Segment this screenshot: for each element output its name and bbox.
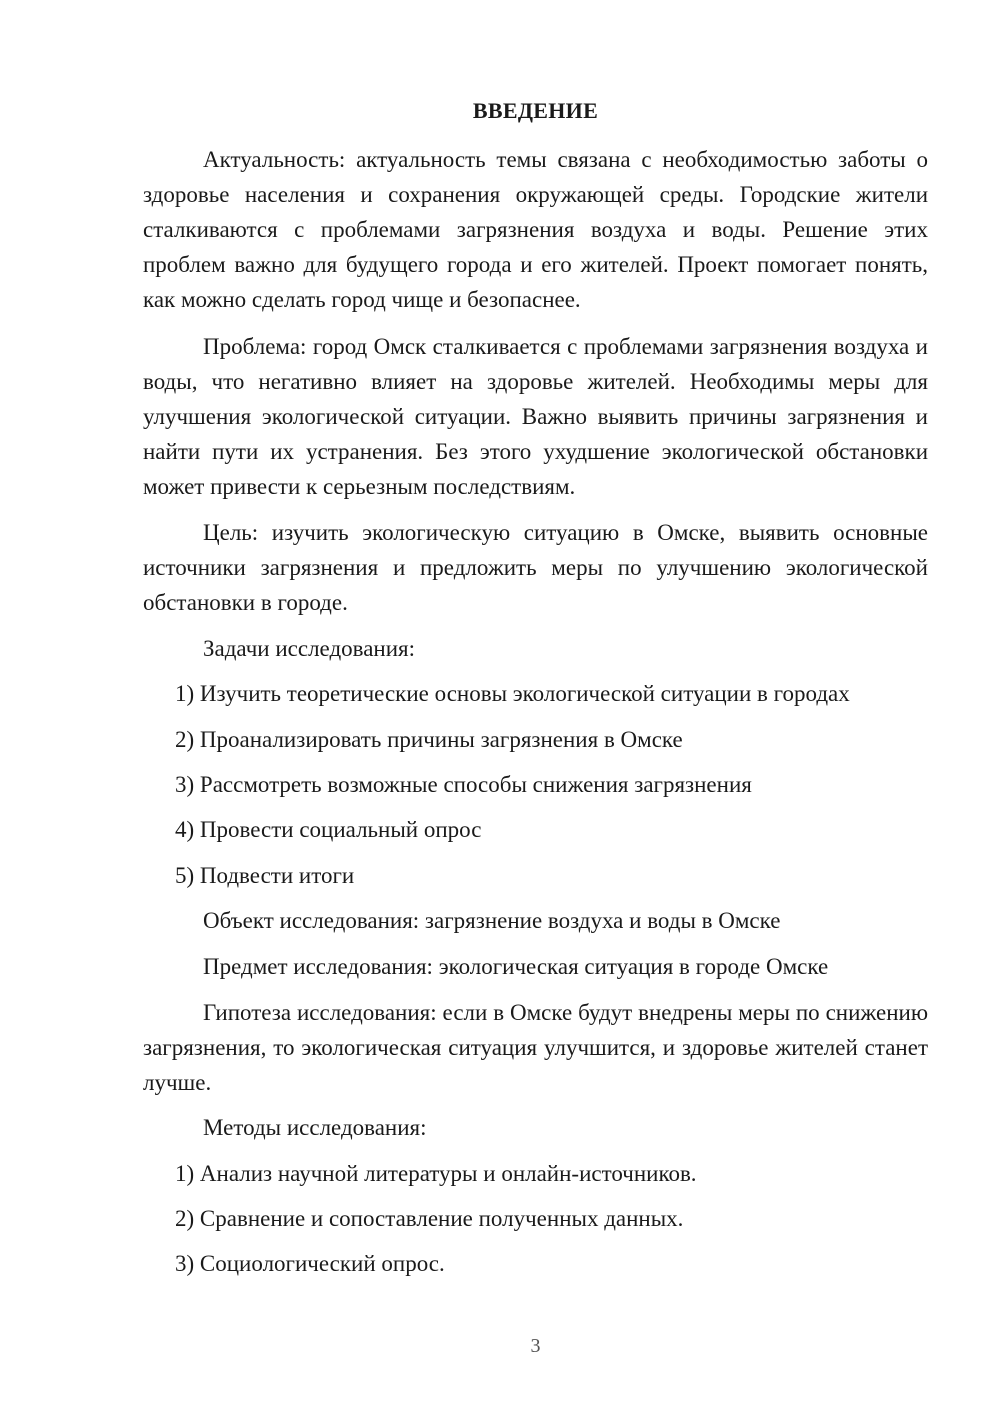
hypothesis-paragraph: Гипотеза исследования: если в Омске будут внедрены меры по снижению загрязнения, то экологическая ситуация улучшится, и здоровье жителей станет лучше. bbox=[143, 1000, 928, 1095]
task-item-1: 1) Изучить теоретические основы экологической ситуации в городах bbox=[175, 681, 850, 706]
problem-paragraph: Проблема: город Омск сталкивается с проблемами загрязнения воздуха и воды, что негативно влияет на здоровье жителей. Необходимы меры для улучшения экологической ситуации. Важно выявить причины загрязнения и найти пути их устранения. Без этого ухудшение экологической обстановки может привести к серьезным последствиям. bbox=[143, 334, 928, 499]
method-item-3: 3) Социологический опрос. bbox=[175, 1251, 445, 1276]
task-item-3: 3) Рассмотреть возможные способы снижения загрязнения bbox=[175, 772, 752, 797]
section-title: ВВЕДЕНИЕ bbox=[472, 98, 599, 123]
methods-heading: Методы исследования: bbox=[203, 1115, 427, 1140]
task-item-4: 4) Провести социальный опрос bbox=[175, 817, 482, 842]
document-page bbox=[143, 0, 928, 1414]
relevance-paragraph: Актуальность: актуальность темы связана с необходимостью заботы о здоровье населения и сохранения окружающей среды. Городские жители сталкиваются с проблемами загрязнения воздуха и воды. Решение этих проблем важно для будущего города и его жителей. Проект помогает понять, как можно сделать город чище и безопаснее. bbox=[143, 147, 928, 312]
page-number: 3 bbox=[530, 1335, 541, 1357]
task-item-5: 5) Подвести итоги bbox=[175, 863, 355, 888]
goal-paragraph: Цель: изучить экологическую ситуацию в Омске, выявить основные источники загрязнения и предложить меры по улучшению экологической обстановки в городе. bbox=[143, 520, 928, 615]
research-subject: Предмет исследования: экологическая ситуация в городе Омске bbox=[203, 954, 829, 979]
task-item-2: 2) Проанализировать причины загрязнения в Омске bbox=[175, 727, 683, 752]
tasks-heading: Задачи исследования: bbox=[203, 636, 416, 661]
method-item-1: 1) Анализ научной литературы и онлайн-источников. bbox=[175, 1161, 697, 1186]
research-object: Объект исследования: загрязнение воздуха и воды в Омске bbox=[203, 908, 781, 933]
method-item-2: 2) Сравнение и сопоставление полученных данных. bbox=[175, 1206, 684, 1231]
